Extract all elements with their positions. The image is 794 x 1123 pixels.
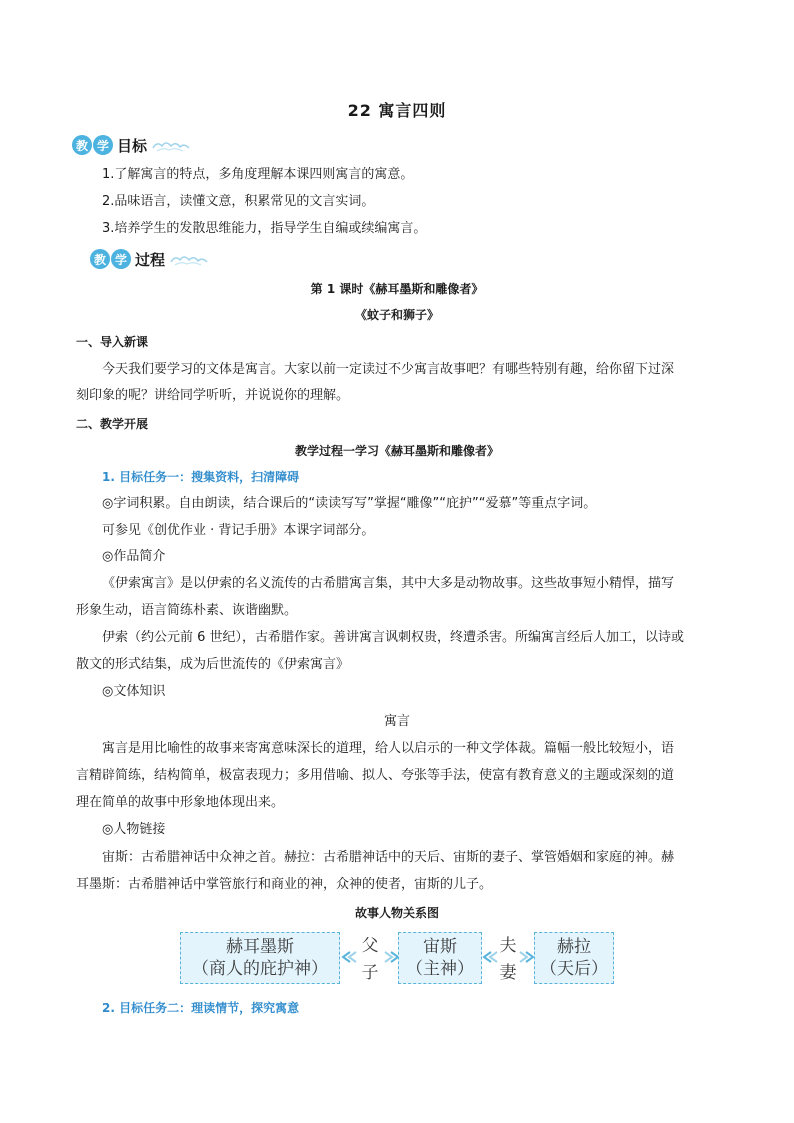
banner-label: 目标 xyxy=(117,136,148,155)
task-heading-1: 1. 目标任务一：搜集资料，扫清障碍 xyxy=(102,470,300,484)
paragraph-line: 可参见《创优作业 · 背记手册》本课字词部分。 xyxy=(102,523,375,538)
goal-item-2: 2.品味语言，读懂文意，积累常见的文言实词。 xyxy=(102,194,375,209)
paragraph-line: 散文的形式结集，成为后世流传的《伊索寓言》 xyxy=(76,657,350,672)
lesson-title-1: 第 1 课时《赫耳墨斯和雕像者》 xyxy=(310,282,484,296)
cloud-ornament-icon xyxy=(169,252,209,266)
hermes-name: 赫耳墨斯 xyxy=(226,937,294,957)
section-heading: 一、导入新课 xyxy=(76,335,149,349)
relation-father: 父 xyxy=(361,936,379,956)
subheading: ◎人物链接 xyxy=(102,822,166,837)
subheading: ◎文体知识 xyxy=(102,684,166,699)
paragraph-line: 寓言是用比喻性的故事来寄寓意味深长的道理，给人以启示的一种文学体裁。篇幅一般比较短小，语 xyxy=(102,741,675,756)
banner-char-1: 教 xyxy=(90,249,110,269)
zeus-name: 宙斯 xyxy=(423,937,457,957)
relation-wife: 妻 xyxy=(499,963,517,983)
paragraph-line: 刻印象的呢？讲给同学听听，并说说你的理解。 xyxy=(76,388,350,403)
cloud-ornament-icon xyxy=(151,138,191,152)
paragraph-line: 言精辟简练，结构简单，极富表现力；多用借喻、拟人、夸张等手法，使富有教育意义的主题或深刻的道 xyxy=(76,768,675,783)
paragraph-line: 耳墨斯：古希腊神话中掌管旅行和商业的神，众神的使者，宙斯的儿子。 xyxy=(76,877,493,892)
hera-role: （天后） xyxy=(540,959,608,979)
lesson-title-2: 《蚊子和狮子》 xyxy=(354,308,439,322)
paragraph-line: 今天我们要学习的文体是寓言。大家以前一定读过不少寓言故事吧？有哪些特别有趣，给你留下过深 xyxy=(102,362,675,377)
zeus-role: （主神） xyxy=(406,959,474,979)
hera-box xyxy=(534,932,614,984)
hermes-role: （商人的庇护神） xyxy=(192,959,328,979)
banner-char-2: 学 xyxy=(93,135,113,155)
goal-item-1: 1.了解寓言的特点，多角度理解本课四则寓言的寓意。 xyxy=(102,167,414,182)
relation-son: 子 xyxy=(361,963,379,983)
goal-item-3: 3.培养学生的发散思维能力，指导学生自编或续编寓言。 xyxy=(102,221,427,236)
relation-husband: 夫 xyxy=(499,936,517,956)
task-heading-2: 2. 目标任务二：理读情节，探究寓意 xyxy=(102,1001,300,1015)
paragraph-line: 理在简单的故事中形象地体现出来。 xyxy=(76,795,285,810)
paragraph-line: 《伊索寓言》是以伊索的名义流传的古希腊寓言集，其中大多是动物故事。这些故事短小精悍，描写 xyxy=(102,576,675,591)
paragraph-line: 形象生动，语言简练朴素、诙谐幽默。 xyxy=(76,603,298,618)
goals-banner xyxy=(72,132,191,158)
banner-char-2: 学 xyxy=(111,249,131,269)
process-title: 教学过程一学习《赫耳墨斯和雕像者》 xyxy=(294,444,499,458)
paragraph-line: 伊索（约公元前 6 世纪），古希腊作家。善讲寓言讽刺权贵，终遭杀害。所编寓言经后人加工，以诗或 xyxy=(102,630,685,645)
diagram-title: 故事人物关系图 xyxy=(354,906,439,920)
genre-title: 寓言 xyxy=(383,714,410,729)
subheading: ◎作品简介 xyxy=(102,549,166,564)
page-title: 22 寓言四则 xyxy=(347,101,447,120)
paragraph-line: 宙斯：古希腊神话中众神之首。赫拉：古希腊神话中的天后、宙斯的妻子、掌管婚姻和家庭的神。赫 xyxy=(102,850,675,865)
banner-label: 过程 xyxy=(135,250,166,269)
process-banner xyxy=(90,246,209,272)
paragraph-line: ◎字词积累。自由朗读，结合课后的“读读写写”掌握“雕像”“庇护”“爱慕”等重点字词。 xyxy=(102,496,597,511)
zeus-box xyxy=(398,932,482,984)
hermes-box xyxy=(180,932,340,984)
hera-name: 赫拉 xyxy=(557,937,591,957)
banner-char-1: 教 xyxy=(72,135,92,155)
section-heading: 二、教学开展 xyxy=(76,417,149,431)
